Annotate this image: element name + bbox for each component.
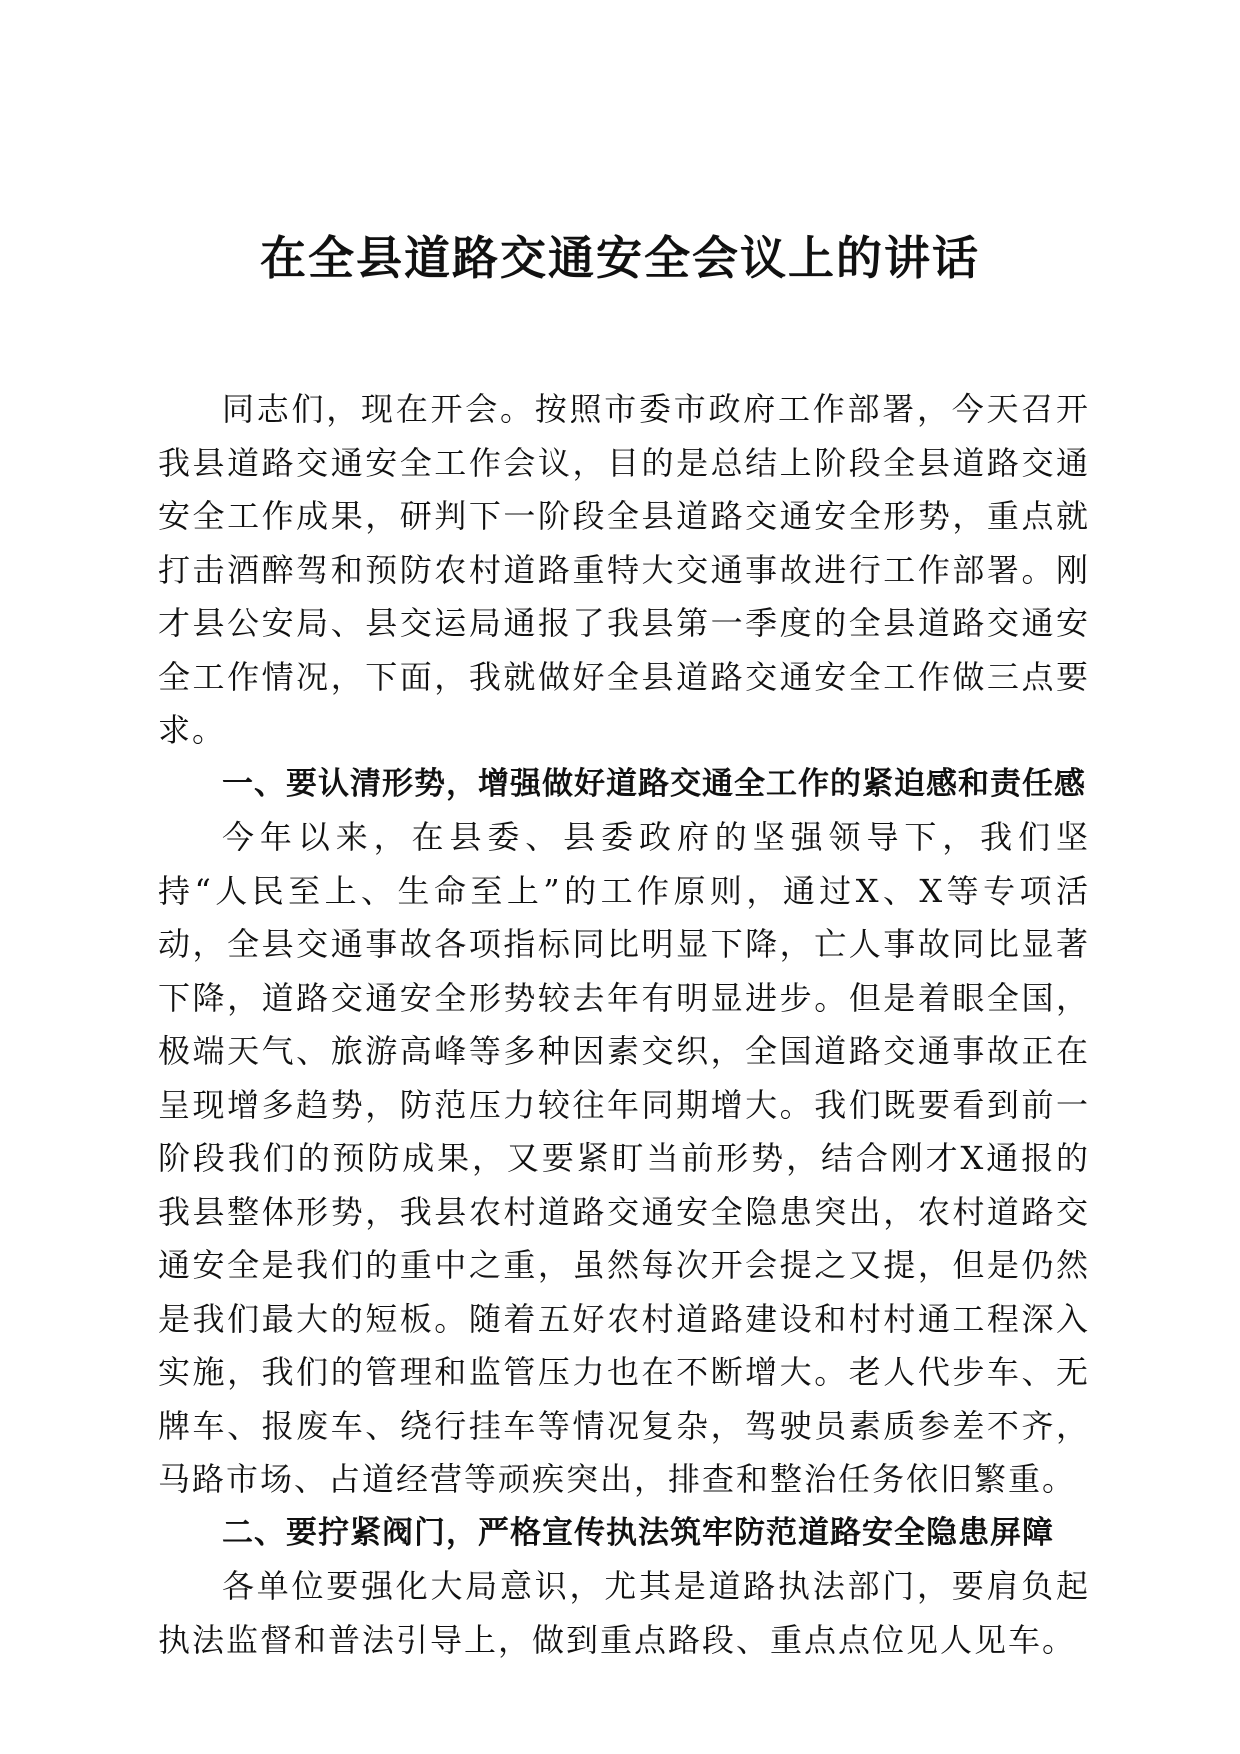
section-1-paragraph: 今年以来，在县委、县委政府的坚强领导下，我们坚持“人民至上、生命至上”的工作原则，通过X、X等专项活动，全县交通事故各项指标同比明显下降，亡人事故同比显著下降，道路交通安全形势较去年有明显进步。但是着眼全国，极端天气、旅游高峰等多种因素交织，全国道路交通事故正在呈现增多趋势，防范压力较往年同期增大。我们既要看到前一阶段我们的预防成果，又要紧盯当前形势，结合刚才X通报的我县整体形势，我县农村道路交通安全隐患突出，农村道路交通安全是我们的重中之重，虽然每次开会提之又提，但是仍然是我们最大的短板。随着五好农村道路建设和村村通工程深入实施，我们的管理和监管压力也在不断增大。老人代步车、无牌车、报废车、绕行挂车等情况复杂，驾驶员素质参差不齐，马路市场、占道经营等顽疾突出，排查和整治任务依旧繁重。 xyxy=(158,818,1090,1498)
document-body xyxy=(158,383,1090,1667)
section-2-paragraph: 各单位要强化大局意识，尤其是道路执法部门，要肩负起执法监督和普法引导上，做到重点路段、重点点位见人见车。 xyxy=(158,1567,1090,1659)
section-heading-1: 一、要认清形势，增强做好道路交通全工作的紧迫感和责任感 xyxy=(222,765,1086,802)
intro-paragraph: 同志们，现在开会。按照市委市政府工作部署，今天召开我县道路交通安全工作会议，目的是总结上阶段全县道路交通安全工作成果，研判下一阶段全县道路交通安全形势，重点就打击酒醉驾和预防农村道路重特大交通事故进行工作部署。刚才县公安局、县交运局通报了我县第一季度的全县道路交通安全工作情况，下面，我就做好全县道路交通安全工作做三点要求。 xyxy=(158,390,1090,749)
section-heading-2: 二、要拧紧阀门，严格宣传执法筑牢防范道路安全隐患屏障 xyxy=(222,1514,1054,1551)
document-title: 在全县道路交通安全会议上的讲话 xyxy=(260,231,980,285)
